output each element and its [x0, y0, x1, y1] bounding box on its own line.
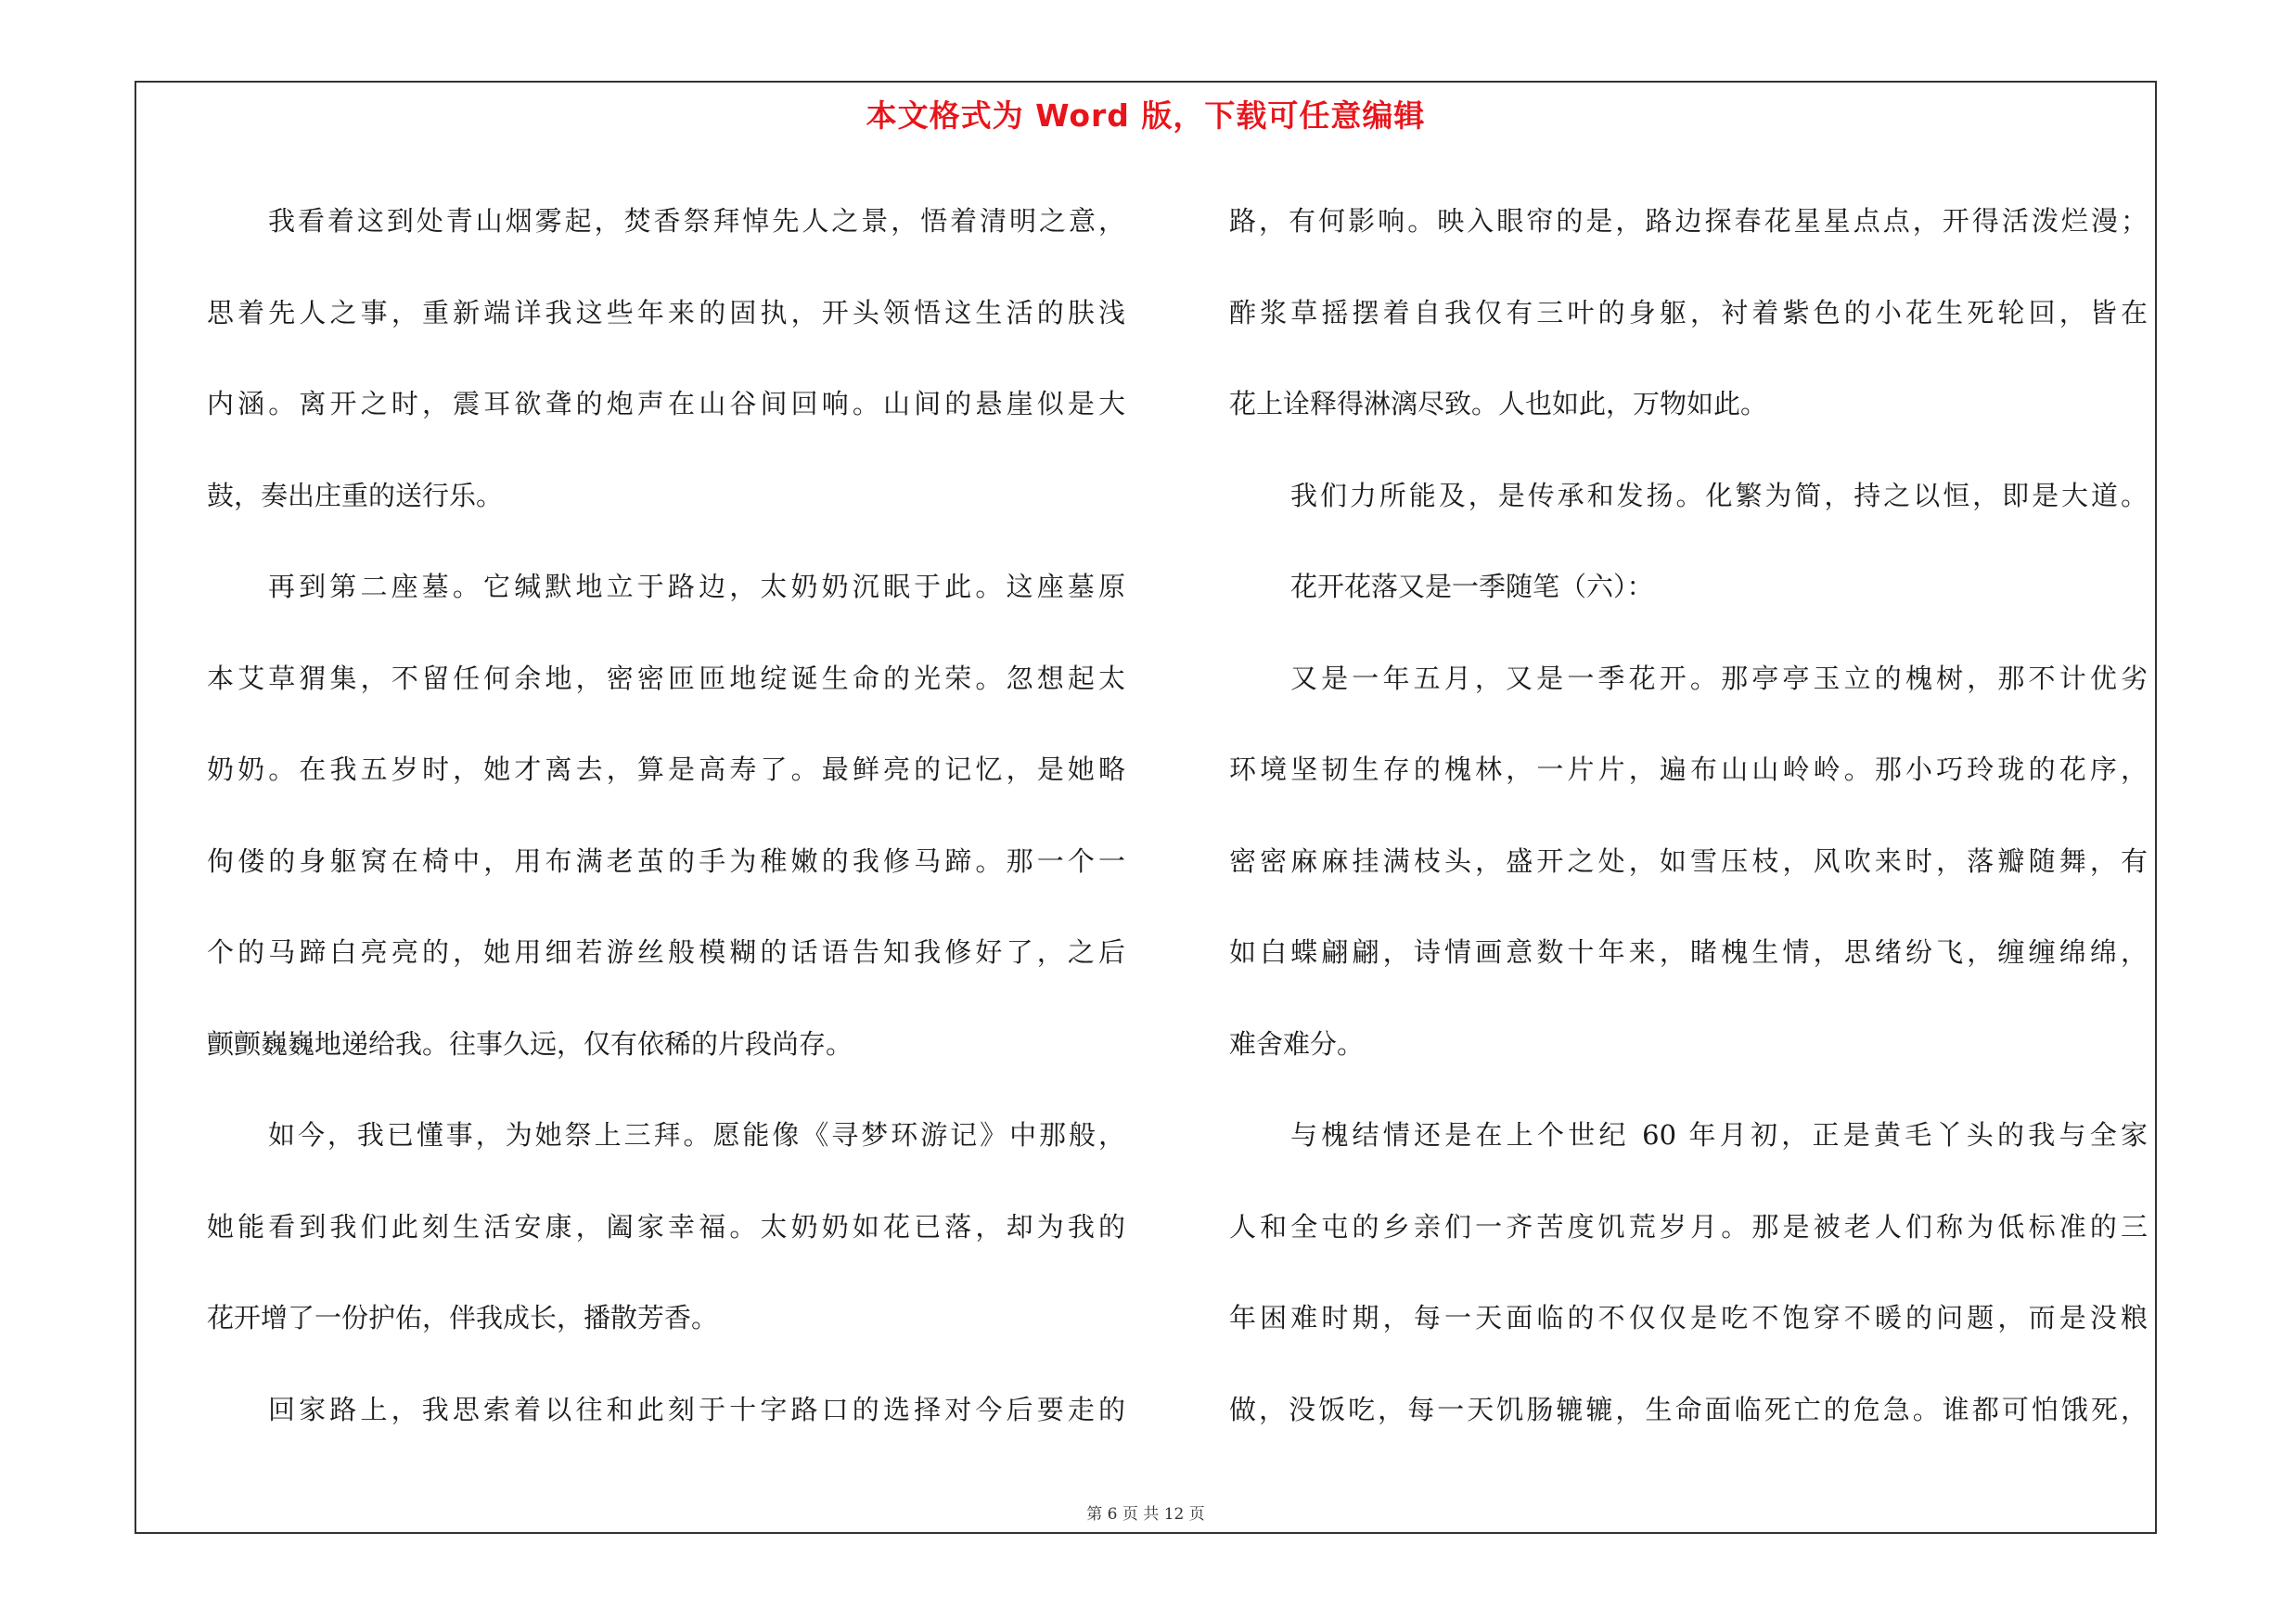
text-line: 路，有何影响。映入眼帘的是，路边探春花星星点点，开得活泼烂漫；: [1229, 205, 2148, 237]
text-line: 我看着这到处青山烟雾起，焚香祭拜悼先人之景，悟着清明之意，: [268, 205, 1125, 237]
text-line: 奶奶。在我五岁时，她才离去，算是高寿了。最鲜亮的记忆，是她略: [207, 754, 1125, 785]
text-line: 如今，我已懂事，为她祭上三拜。愿能像《寻梦环游记》中那般，: [268, 1119, 1125, 1151]
text-line: 颤颤巍巍地递给我。往事久远，仅有依稀的片段尚存。: [207, 1027, 853, 1060]
text-line: 与槐结情还是在上个世纪 60 年月初，正是黄毛丫头的我与全家: [1290, 1119, 2148, 1151]
text-line: 鼓，奏出庄重的送行乐。: [207, 479, 504, 511]
page-frame: [135, 81, 2157, 1534]
left-text-column: [207, 175, 1125, 1455]
banner-notice: 本文格式为 Word 版，下载可任意编辑: [866, 97, 1426, 134]
text-line: 回家路上，我思索着以往和此刻于十字路口的选择对今后要走的: [268, 1393, 1125, 1425]
text-line: 她能看到我们此刻生活安康，阖家幸福。太奶奶如花已落，却为我的: [207, 1210, 1125, 1243]
text-line: 本艾草猬集，不留任何余地，密密匝匝地绽诞生命的光荣。忽想起太: [207, 662, 1125, 694]
text-line: 佝偻的身躯窝在椅中，用布满老茧的手为稚嫩的我修马蹄。那一个一: [207, 844, 1125, 877]
text-line: 环境坚韧生存的槐林，一片片，遍布山山岭岭。那小巧玲珑的花序，: [1229, 754, 2148, 785]
page-number-footer: 第 6 页 共 12 页: [1086, 1505, 1205, 1524]
text-line: 内涵。离开之时，震耳欲聋的炮声在山谷间回响。山间的悬崖似是大: [207, 388, 1125, 419]
text-line: 年困难时期，每一天面临的不仅仅是吃不饱穿不暖的问题，而是没粮: [1229, 1302, 2148, 1333]
text-line: 再到第二座墓。它缄默地立于路边，太奶奶沉眠于此。这座墓原: [268, 571, 1125, 602]
text-line: 酢浆草摇摆着自我仅有三叶的身躯，衬着紫色的小花生死轮回，皆在: [1229, 296, 2148, 328]
text-line: 花开花落又是一季随笔（六）：: [1290, 571, 1654, 602]
right-text-column: [1229, 175, 2148, 1455]
text-line: 思着先人之事，重新端详我这些年来的固执，开头领悟这生活的肤浅: [207, 296, 1125, 328]
text-line: 做，没饭吃，每一天饥肠辘辘，生命面临死亡的危急。谁都可怕饿死，: [1229, 1393, 2148, 1425]
text-line: 难舍难分。: [1229, 1027, 1365, 1060]
text-line: 密密麻麻挂满枝头，盛开之处，如雪压枝，风吹来时，落瓣随舞，有: [1229, 844, 2148, 877]
text-line: 花开增了一份护佑，伴我成长，播散芳香。: [207, 1302, 719, 1333]
text-line: 我们力所能及，是传承和发扬。化繁为简，持之以恒，即是大道。: [1290, 479, 2148, 511]
text-line: 个的马蹄白亮亮的，她用细若游丝般模糊的话语告知我修好了，之后: [207, 936, 1125, 968]
text-line: 又是一年五月，又是一季花开。那亭亭玉立的槐树，那不计优劣: [1290, 662, 2148, 694]
text-line: 花上诠释得淋漓尽致。人也如此，万物如此。: [1229, 388, 1768, 419]
text-line: 人和全屯的乡亲们一齐苦度饥荒岁月。那是被老人们称为低标准的三: [1229, 1210, 2148, 1243]
text-line: 如白蝶翩翩，诗情画意数十年来，睹槐生情，思绪纷飞，缠缠绵绵，: [1229, 936, 2148, 968]
